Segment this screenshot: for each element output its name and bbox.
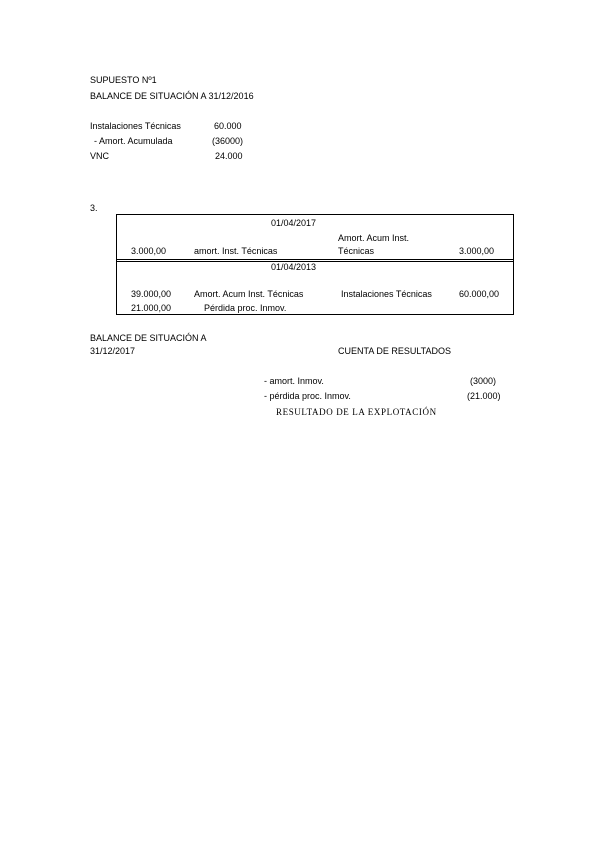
balance-2016-label: - Amort. Acumulada xyxy=(94,136,173,146)
balance-2016-value: 60.000 xyxy=(214,121,242,131)
entry-debit-amount: 39.000,00 xyxy=(131,289,172,299)
entry-credit-amount: 3.000,00 xyxy=(459,246,495,256)
entry-date: 01/04/2017 xyxy=(271,218,317,228)
entry-debit-amount: 21.000,00 xyxy=(131,303,172,313)
balance-2017-date: 31/12/2017 xyxy=(90,346,136,356)
entry-date: 01/04/2013 xyxy=(271,262,317,272)
document-subtitle: BALANCE DE SITUACIÓN A 31/12/2016 xyxy=(90,91,254,101)
balance-2016-value: 24.000 xyxy=(215,151,243,161)
entry-credit-account: Instalaciones Técnicas xyxy=(341,289,432,299)
income-statement-value: (21.000) xyxy=(467,391,501,401)
journal-entries-table xyxy=(116,214,514,315)
income-statement-value: (3000) xyxy=(470,376,497,386)
balance-2016-value: (36000) xyxy=(212,136,244,146)
entry-credit-account: Amort. Acum Inst. xyxy=(338,233,410,243)
section-number: 3. xyxy=(90,203,98,213)
entry-debit-account: Amort. Acum Inst. Técnicas xyxy=(194,289,304,299)
table-divider xyxy=(117,259,513,260)
income-statement-label: - amort. Inmov. xyxy=(264,376,324,386)
entry-credit-account: Técnicas xyxy=(338,246,375,256)
balance-2016-label: VNC xyxy=(90,151,110,161)
entry-credit-amount: 60.000,00 xyxy=(459,289,500,299)
balance-2017-title: BALANCE DE SITUACIÓN A xyxy=(90,333,207,343)
income-statement-label: - pérdida proc. Inmov. xyxy=(264,391,351,401)
balance-2016-label: Instalaciones Técnicas xyxy=(90,121,181,131)
entry-debit-account: Pérdida proc. Inmov. xyxy=(204,303,287,313)
entry-debit-amount: 3.000,00 xyxy=(131,246,167,256)
document-title: SUPUESTO Nº1 xyxy=(90,75,157,85)
income-statement-title: CUENTA DE RESULTADOS xyxy=(338,346,452,356)
operating-result-label: RESULTADO DE LA EXPLOTACIÓN xyxy=(276,407,437,417)
entry-debit-account: amort. Inst. Técnicas xyxy=(194,246,278,256)
